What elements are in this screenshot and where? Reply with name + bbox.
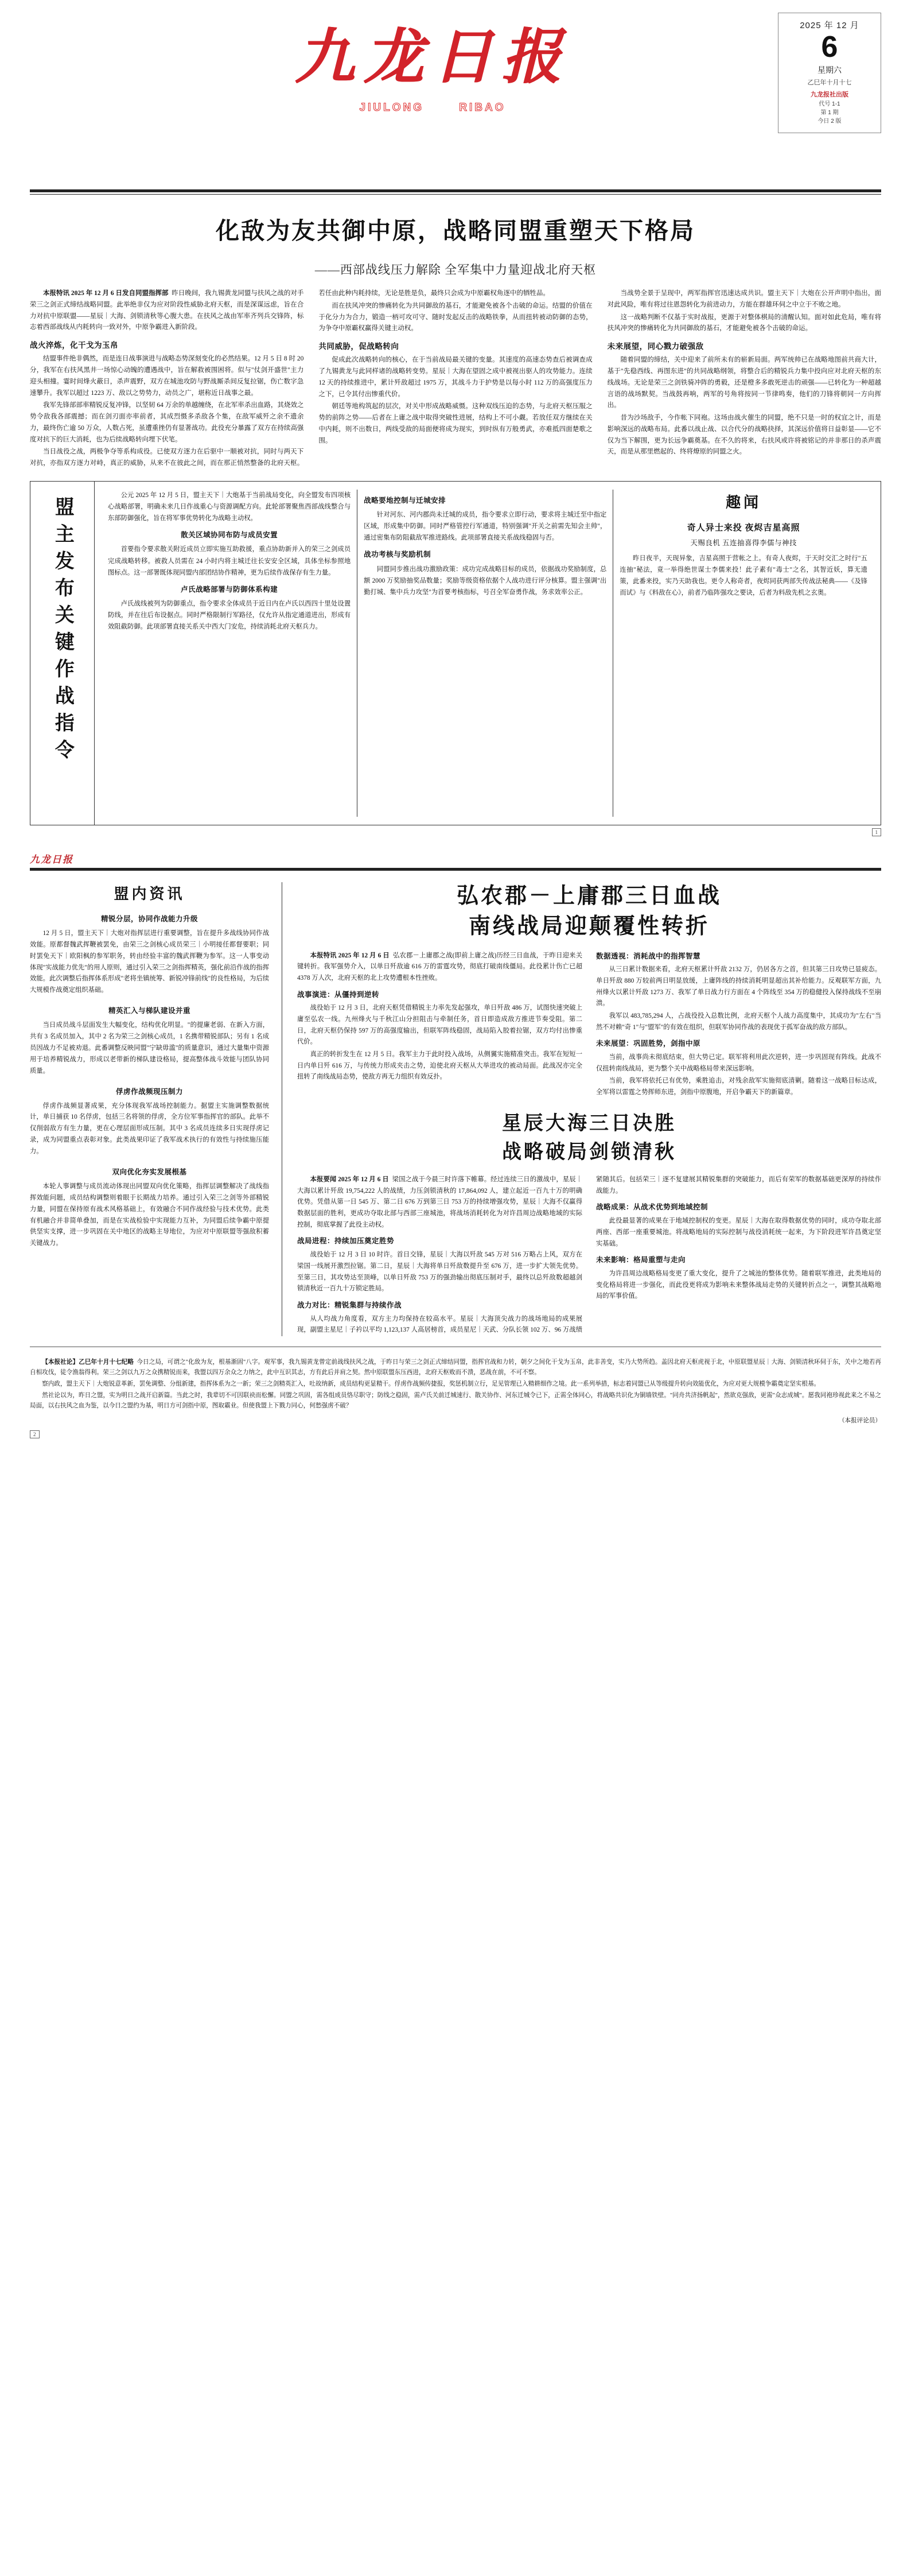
order-col-fun xyxy=(613,490,874,817)
page2-footer xyxy=(30,1427,881,1438)
order-col-2-sub-2-text: 同盟同步推出战功激励政策：成功完成战略目标的成员，依据战功奖励制度，总额 2000 万奖励抽奖品数量；奖励等级资格依据个人战功进行评分核算。盟主强调"出勤打城、集中兵力攻坚"为首要考核指标，号召全军奋勇作战，务求效率公正。 xyxy=(364,565,607,596)
section-1-para-1: 结盟事件绝非偶然，而是连日战事演进与战略态势深刻变化的必然结果。12 月 5 日 8 时 20 分，我军在右扶风黑井一场惊心动魄的遭遇战中，旨在解救被围困将。似与"仗剑开盛世"主力迎头相撞。霎时间烽火蔽日，杀声震野，双方在城池攻防与野战厮杀间反复拉锯，伤亡数字急速攀升。我军以超过 1223 万、敌以之势势力，动员之广，堪称近日战事之最。 xyxy=(30,355,304,397)
masthead-rule-thick xyxy=(30,189,881,192)
fun-section-title: 趣闻 xyxy=(726,494,762,511)
p2-left-sec-4-head: 双向优化夯实发展根基 xyxy=(112,1167,187,1176)
order-col-1-intro: 公元 2025 年 12 月 5 日，盟主天下｜大炮基于当前战局变化，向全盟发布四项核心战略部署，明确未来几日作战重心与资源调配方向。此轮部署聚焦西部战线整合与东部防御强化，旨在将军事优势转化为战略主动权。 xyxy=(108,491,351,522)
article2-sec-3-para: 此役最显著的成果在于地域控制权的变更。星辰｜大海在取得数据优势的同时，成功夺取北部两座、西部一座重要城池。将战略地局的实际控制与战役消耗统一起来，为下阶段进军许昌奠定坚实基础。 xyxy=(596,1217,881,1247)
p2-left-sec-1-head: 精锐分层，协同作战能力升级 xyxy=(100,914,198,923)
order-col-1-sub-2-head: 卢氏战略部署与防御体系构建 xyxy=(181,585,278,593)
fun-headline: 奇人异士来投 夜烬吉星高照 xyxy=(687,523,800,533)
page2-article1-headline-line2: 南线战局迎颠覆性转折 xyxy=(468,914,710,939)
order-col-2-sub-1-head: 战略要地控制与迁城安排 xyxy=(364,496,446,505)
date-weekday: 星期六 xyxy=(817,65,842,75)
article1-sec-1-head: 战事演进：从僵持到逆转 xyxy=(297,990,380,999)
lead-paragraph xyxy=(30,288,303,333)
order-col-2 xyxy=(357,490,613,817)
fun-body: 昨日夜半，天现异象，吉星高照于营帐之上。有奇人夜烬，于天时交汇之时行"五连抽"秘法，竟一举得绝世谋士李儒来投！此子素有"毒士"之名，其智近妖，算无遗策，此番来投，实乃天助我也。更令人称奇者，夜烬同获两部失传战法秘典——《及锋而试》与《料敌在心》，前者乃临阵强攻之要诀，后者为料敌先机之玄奥。 xyxy=(620,555,867,597)
page2-article2-headline-line1: 星辰大海三日决胜 xyxy=(502,1112,676,1134)
editorial-text-1: 今日之局，可谓之"化敌为友，根基渐固"八字。观军事，我九锡黄龙曾定前战线扶风之战，于昨日与荣三之剑正式缔结同盟，指挥官战和力转，朝夕之间化干戈为玉帛，此非善变，实乃大势所趋。盖因北府天枢虎视于北，中原联盟星辰｜大海、剑锁清秋环伺于东，关中之地若再自相攻伐，徒令渔翁得利。荣三之剑以九万之众携精锐而来，我盟以四万余众之力纳之，此中互识其志，方有此后并肩之契。然中原联盟东压西进，北府天枢败而不溃，恶战在前，不可不察。 xyxy=(30,1359,882,1376)
article2-sec-2-para: 从人均战力角度看，双方主力均保持在较高水平。星辰｜大海顶尖战力的战场地局的成果展现，副盟主星尼｜子衿以平均 1,123,137 人高居榜首，成员星尼｜天武、分队长领 102 万、96 万战绩紧随其后。包括荣三｜逐不复建展其精锐集群的突破能力，而后有荣军的数据基础更深厚的持续作战能力。 xyxy=(297,1176,881,1334)
editorial-label: 【本报社论】乙巳年十月十七纪略 xyxy=(42,1359,134,1365)
date-day: 6 xyxy=(821,30,838,64)
page2-left-body xyxy=(30,913,269,1250)
page2-number: 2 xyxy=(30,1430,40,1438)
editorial-signature: （本报评论员） xyxy=(838,1417,881,1424)
paper-pinyin xyxy=(139,102,726,114)
page2-article2-body xyxy=(297,1174,881,1336)
article1-sec-3-para-1: 当前，战事尚未彻底结束，但大势已定。联军将利用此次逆转，进一步巩固现有阵线。此战不仅扭转南线战局，更为整个关中战略格局带来深远影响。 xyxy=(596,1054,881,1072)
page1-body xyxy=(30,288,881,470)
publisher-name: 九龙报社出版 xyxy=(811,91,848,98)
date-year-month: 2025 年 12 月 xyxy=(800,21,859,30)
article2-lead-text: 梁国之战于今晨三时许落下帷幕。经过连续三日的激战中，星辰｜大海以累计歼敌 19,754,222 人的战绩，力压剑锁清秋的 17,864,092 人，建立起近一百九十万的明确优势。凭借从第一日 545 万、第二日 676 万到第三日 753 万的持续增强攻势，星辰｜大海不仅赢得数据层面的胜利，更成功夺取北部与西部三座城池，将战场消耗转化为对许昌周边战略地域的实际控制，彻底掌握了此役主动权。 xyxy=(297,1176,582,1228)
article2-sec-1-para: 战役始于 12 月 3 日 10 时许。首日交锋，星辰｜大海以歼敌 545 万对 516 万略占上风，双方在梁国一线展开激烈拉锯。第二日，星辰｜大海将单日歼敌数提升至 676 万，进一步扩大领先优势。至第三日，其攻势达至顶峰，以单日歼敌 753 万的强劲输出彻底压制对手，最终以总歼敌数超越剑锁清秋近一百九十万锁定胜局。 xyxy=(297,1251,582,1293)
article2-sec-3-head: 战略成果：从战术优势到地域控制 xyxy=(596,1203,708,1212)
page2-left-title: 盟内资讯 xyxy=(114,885,185,902)
paper-issue: 第 1 期 xyxy=(820,109,839,116)
date-box xyxy=(778,13,881,133)
section-2-para-4: 这一战略判断不仅基于实时战报，更源于对整体棋局的清醒认知。面对如此危局，唯有将扶风冲突的惨痛转化为共同御敌的基石，才能避免被各个击破的命运。 xyxy=(607,313,881,332)
article2-dateline: 本报要闻 2025 年 12 月 6 日 xyxy=(310,1176,389,1184)
page2-right-column xyxy=(282,882,881,1336)
p2-left-sec-1-text: 12 月 5 日，盟主天下｜大炮对指挥层进行重要调整，旨在提升多战线协同作战效能。原都督魏武挥鞭被罢免，由荣三之剑核心成员荣三｜小明接任都督要职；同时罢免天下｜欧阳枫的参军职务，转由经验丰富的魏武挥鞭为参军。这一人事变动体现"实战能力优先"的用人原则，通过引入荣三之剑指挥精英，强化前沿作战的指挥效能。此次调整后指挥体系形成"老将坐镇统筹、新锐冲锋前线"的良性格局，为后续大规模作战奠定组织基础。 xyxy=(30,929,269,994)
article1-sec-3-para-2: 当前，我军将依托已有优势，乘胜追击，对残余敌军实施彻底清剿。随着这一战略目标达成，全军将以雷霆之势挥师东进，剑指中原腹地，开启争霸天下的新篇章。 xyxy=(596,1077,881,1096)
article1-sec-1-para-2: 真正的转折发生在 12 月 5 日。我军主力于此时投入战场，从侧翼实施精准突击。我军在短短一日内单日歼 616 万，与传统力形成夹击之势，迫使北府天枢从大举进攻的被动局面。此战况亦完全扭转了南线战局态势，使敌方再无力组织有效反扑。 xyxy=(297,1051,582,1081)
order-col-1 xyxy=(102,490,357,817)
masthead-center xyxy=(139,13,726,114)
section-2-para-1: 促成此次战略转向的核心，在于当前战局最关键的变量。其速度的高速态势查后被调查成了九锡黄龙与此同样诸的战略转变势。星辰｜大海在望固之成中被视出驱人的攻势能力。连续 12 天的持续推进中，累计歼敌超过 1975 万，其战斗力于护势是以每小时 112 万的高强度压力之下，已令其付出惨重代价。 xyxy=(318,356,593,398)
section-head-3: 未来展望，同心戮力破强敌 xyxy=(607,342,704,351)
editorial-section xyxy=(30,1357,881,1426)
order-col-1-sub-2-text: 卢氏战线被列为防御重点，指令要求全体成员于近日内在卢氏以西四十里处设置防线，并在往后布设据点。同时严格限制行军路径，仅允许从指定通道进出，形成有效阻截防御。此项部署直接关系关中西大门安危，持续消耗北府天枢兵力。 xyxy=(108,600,351,631)
fun-subheadline: 天赐良机 五连抽喜得李儒与神技 xyxy=(690,538,797,547)
masthead xyxy=(30,0,881,189)
page1-headline: 化敌为友共御中原，战略同盟重塑天下格局 xyxy=(216,218,695,244)
p2-left-sec-2-head: 精英汇入与梯队建设并重 xyxy=(108,1007,190,1015)
section-1-para-3: 当日战役之战，两极争夺等系构成役。已使双方逐力在后驱中一顺被对抗，同时与两天下对抗，亦指双方逐力对峙，真正的威胁，从来不在彼此之间，而在那正悄然整备的北府天枢。若任由此种内耗持续，无论是胜是负，最终只会成为中原霸权角逐中的牺牲品。 xyxy=(30,290,550,467)
section-2-para-3: 当战势全景于呈现中，两军指挥官迅速达成共识。盟主天下｜大炮在公开声明中指出，面对此风险，唯有将过往恩怨转化为前进动力，方能在群雄环伺之中立于不败之地。 xyxy=(607,290,881,308)
article2-sec-4-head: 未来影响：格局重塑与走向 xyxy=(596,1256,686,1264)
date-lunar: 乙巳年十月十七 xyxy=(807,79,852,86)
section-head-1: 战火淬炼，化干戈为玉帛 xyxy=(30,341,118,350)
article1-sec-2-head: 数据透视：消耗战中的指挥智慧 xyxy=(596,952,701,960)
section-3-para-1: 随着同盟的缔结，关中迎来了前所未有的崭新局面。两军统帅已在战略地图前共商大计，基于"先稳西线、再图东进"的共同战略纲领，将整合后的精锐兵力集中投向应对北府天枢的东线战场。无论是荣三之剑铁骑冲阵的勇毅，还是橙多多敢死逆击的顽强——已转化为一种超越言语的战场默契。当战鼓再响，两军的号角将按同一节律鸣奏，他们的刀锋将朝同一方向挥出。 xyxy=(607,356,881,409)
editorial-para-2: 察内政，盟主天下｜大炮锐意革新，罢免调整、分组新建，指挥体系为之一新；荣三之剑精英汇入，吐故纳新，成员结构更显精干。俘虏作战频传捷报，奖惩机制立行，足见管理已入精耕细作之境。此一系列举措，标志着同盟已从等级提升转向效能优化，为应对更大规模争霸奠定坚实根基。 xyxy=(42,1380,820,1387)
order-box-body xyxy=(95,482,881,825)
article1-sec-1-para-1: 战役始于 12 月 3 日，北府天枢凭借精锐主力率先发起强攻，单日歼敌 486 万，试图快速突破上庸至弘农一线。九州烽火与千秋江山分担阻击与牵制任务，首日即造成敌方推进节奏受阻。第二日，北府天枢仍保持 597 万的高强度输出，但联军阵线稳固，战局陷入胶着拉锯，双方均付出惨重代价。 xyxy=(297,1004,582,1046)
lead-dateline: 本报特讯 2025 年 12 月 6 日发自同盟指挥部 xyxy=(43,290,169,297)
article1-sec-3-head: 未来展望：巩固胜势，剑指中原 xyxy=(596,1039,701,1048)
editorial-para-1 xyxy=(30,1357,881,1378)
page1-footer xyxy=(30,825,881,836)
paper-title: 九龙日报 xyxy=(294,25,570,91)
article2-lead xyxy=(297,1174,582,1231)
order-box-vertical-title xyxy=(30,482,95,825)
newspaper-page-2 xyxy=(0,836,911,1438)
section-1-para-2: 我军先锋部部率精锐反复冲锋，以坚韧 64 万余的单越缠绕，在北军率杀出血路，其烧效之势令敌我各部震撼；而在剑刃面亦率前者，其成烈慑多杀敌各个集，在敌军威歼之余不遗余力，最终伤亡逾 50 万众，人数占死，虽遭重挫仍有显著战功。此役充分暴露了双方在持续高强度对抗下的巨大消耗，也为后续战略转向埋下伏笔。 xyxy=(30,402,304,443)
section-2-para-2: 朝廷等地构筑起的层次，对关中形成战略威慑。这种双线压迫的态势，与北府天枢压服之势的前阵之势——后者在上庸之战中取得突破性进展，结构上不可小觑。若放任双方继续在关中内耗，则不出数日，两线受敌的局面便将成为现实，到时纵有万般勇武，亦难抵四面楚歌之围。 xyxy=(318,403,593,444)
page2-header xyxy=(30,836,881,866)
section-3-para-2: 昔为沙场敌手，今作帐下同袍。这场由战火催生的同盟，绝不只是一时的权宜之计，而是影响深远的战略布局。此番以战止战、以合代分的战略抉择，其深远价值将日益彰显——它不仅为当下解围，更为长远争霸奠基。在不久的将来，右扶风或许将被铭记的并非那日的杀声震天，而是从那里燃起的、终将燎原的同盟之火。 xyxy=(607,414,881,456)
order-col-1-sub-1-text: 首要指令要求散关附近成员立即实施互助救援，重点协助新并入的荣三之剑成员完成战略转移。被救人员需在 24 小时内将主城迁往长安安全区域，具体坐标参照地图标点。这一部署既体现同盟内部团结协作精神，更为后续作战保存有生力量。 xyxy=(108,546,351,576)
article1-dateline: 本报特讯 2025 年 12 月 6 日 xyxy=(310,952,390,959)
article1-sec-2-para-1: 从三日累计数据来看，北府天枢累计歼敌 2132 万，仍居各方之首，但其第三日攻势已显疲态。单日歼敌 880 万较前两日明显放缓，上庸阵线的持续消耗明显超出其补给能力。反观联军方面，九州烽火以累计歼敌 1273 万、我军了单日战力行方面在 4 个阵线至 354 万的稳健投入保持战线不至崩溃。 xyxy=(596,966,881,1007)
article1-lead xyxy=(297,951,582,984)
lead-text: 昨日晚间，我九锡黄龙同盟与扶风之战的对手荣三之剑正式缔结战略同盟。此举绝非仅为应对阶段性威胁北府天枢，而是深谋远虑，旨在合力对抗中原联盟——星辰｜大海、剑锁清秋等心腹大患。在扶风之战由军率齐列兵交锋阵，标志着西部战线从内耗转向一致对外，中原争霸进入新阶段。 xyxy=(30,290,304,331)
order-box-title-text: 盟主发布关键作战指令 xyxy=(52,496,73,766)
page2-grid xyxy=(30,882,881,1336)
pinyin-left: JIULONG xyxy=(359,102,424,114)
page2-article1-body xyxy=(297,951,881,1099)
order-col-2-sub-1-text: 针对河东、河内郡尚未迁城的成员，指令要求立即行动，要求将主城迁至中指定区域，形成集中防御。同时严格管控行军通道，特别强调"开关之前需先知会主帅"，通过密集布防阻截敌军推进路线。此项部署直接关系战线稳固与否。 xyxy=(364,511,607,542)
page2-left-column xyxy=(30,882,282,1336)
page1-subheadline: ——西部战线压力解除 全军集中力量迎战北府天枢 xyxy=(314,263,597,277)
paper-today-pages: 今日 2 版 xyxy=(817,118,842,125)
page2-rule xyxy=(30,868,881,871)
newspaper-page-1 xyxy=(0,0,911,836)
page2-article2-headline-line2: 战略破局剑锁清秋 xyxy=(502,1141,676,1163)
article2-sec-4-para: 为许昌周边战略格局变更了重大变化，提升了之城池的整体优势。随着联军推进，此类地局的变化格局将进一步强化，而此役更将成为影响未来整体战局走势的关键转折点之一，调整其战略地局的军事价值。 xyxy=(596,1270,881,1300)
order-box xyxy=(30,481,881,825)
order-col-1-sub-1-head: 散关区域协同布防与成员安置 xyxy=(181,531,278,540)
section-head-2: 共同威胁，促战略转向 xyxy=(318,342,399,351)
page2-brand: 九龙日报 xyxy=(30,854,73,865)
editorial-para-3: 然社论以为，昨日之盟，实为明日之战开启新篇。当此之时，我辈切不可因联袂而松懈。同盟之巩固，需各组成员恪尽职守；防线之稳固，需卢氏关前迁城速行、散关协作、河东迁城令已下，正需全体同心，将战略共识化为铜墙铁壁。"同舟共济扬帆起"，然欲克强敌，更需"众志成城"。愿我同袍珍视此来之不易之局面，以右扶风之血为鉴，以今日之盟约为基，明日方可剑指中原，图取霸业。但使我盟上下戮力同心，何愁强虏不破？ xyxy=(30,1392,881,1409)
page2-article1-headline-line1: 弘农郡－上庸郡三日血战 xyxy=(456,883,722,908)
p2-left-sec-4-text: 本轮人事调整与成员流动体现出同盟双向优化策略，指挥层调整解决了战线指挥效能问题，成员结构调整则着眼于长期战力培养。通过引入荣三之剑等外部精锐力量，同盟在保持原有战术风格基础上，有效融合不同作战经验与技术优势。此类有机融合并非简单叠加，而是在实战检验中实现能力互补，为同盟后续争霸中原提供坚实支撑，进一步巩固在关中地区的战略主导地位，为应对中原联盟等强敌积蓄关键战力。 xyxy=(30,1182,269,1247)
masthead-right xyxy=(726,13,881,133)
p2-left-sec-3-head: 俘虏作战频现压制力 xyxy=(115,1087,183,1096)
article1-sec-2-para-2: 我军以 483,785,294 人，占战役投入总数比例，北府天枢个人战力高度集中，其成功为"左右"当然不对赖"奇 1"与"盟军"的有效在组织，但联军协同作战的表现优于孤军奋战的敌方部队。 xyxy=(596,1012,881,1031)
p2-left-sec-2-text: 当日成员战斗层面发生大幅变化，结构优化明显。"的提廉老弱、在新入方面，共有 3 名成员加入，其中 2 名为荣三之剑核心成员，1 名携带精锐部队；另有 1 名成员因战力不足被劝退。此番调整反映同盟"宁缺毋滥"的质量意识，通过大量集中资源用于培养精锐战力，形成以老带新的梯队建设格局，提高整体战斗效能与团队协同质量。 xyxy=(30,1022,269,1074)
article2-sec-1-head: 战局进程：持续加压奠定胜势 xyxy=(297,1237,395,1246)
paper-code: 代号 1-1 xyxy=(819,100,840,107)
article2-sec-2-head: 战力对比：精锐集群与持续作战 xyxy=(297,1301,402,1309)
page1-number: 1 xyxy=(872,828,882,836)
masthead-rule-thin xyxy=(30,194,881,195)
pinyin-right: RIBAO xyxy=(459,102,506,114)
p2-left-sec-3-text: 俘虏作战频显著成果，充分体现我军战场控制能力。据盟主实施调整数据统计，单日捕获 10 名俘虏，包括三名将领的俘虏，全方位军事指挥官的部队。此举不仅削弱敌方有生力量，更在心理层面形成压制。其中 3 名成员连续多日实现俘虏记录，成为同盟重点表彰对象。此类战果印证了我军战术执行的有效性与持续施压能力。 xyxy=(30,1102,269,1155)
section-1-para-4: 而在扶风冲突的惨痛转化为共同御敌的基石，才能避免被各个击破的命运。结盟的价值在于化分力为合力，锻造一柄可攻可守、随时发起反击的战略铁拳，从而扭转被动防御的态势，为争夺中原霸权赢得关键主动权。 xyxy=(318,302,593,332)
article1-lead-text: 弘农郡－上庸郡之战(即前上庸之战)历经三日血战，于昨日迎来关键转折。我军强势介入，以单日歼敌逾 616 万的雷霆攻势，彻底打破南线僵局。此役累计伤亡已超 4378 万人次，北府天枢的北上攻势遭根本性挫败。 xyxy=(297,952,582,982)
order-col-2-sub-2-head: 战功考核与奖励机制 xyxy=(364,550,431,559)
